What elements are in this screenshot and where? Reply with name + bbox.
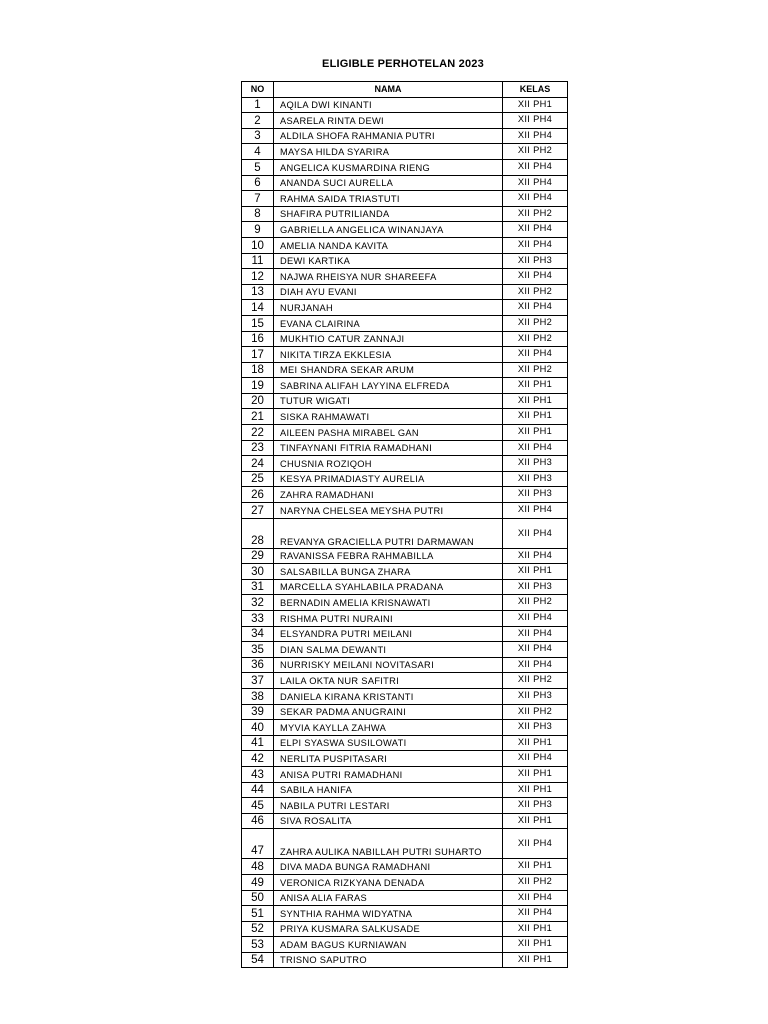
student-name: ZAHRA AULIKA NABILLAH PUTRI SUHARTO: [274, 829, 503, 859]
table-row: [242, 175, 568, 191]
student-name: ELPI SYASWA SUSILOWATI: [274, 735, 503, 751]
student-class: XII PH2: [503, 144, 568, 160]
student-name: RAHMA SAIDA TRIASTUTI: [274, 191, 503, 207]
table-row: [242, 425, 568, 441]
row-number: 17: [242, 347, 274, 363]
student-class: XII PH3: [503, 456, 568, 472]
student-class: XII PH1: [503, 735, 568, 751]
row-number: 42: [242, 751, 274, 767]
row-number: 3: [242, 128, 274, 144]
student-name: MUKHTIO CATUR ZANNAJI: [274, 331, 503, 347]
student-class: XII PH3: [503, 798, 568, 814]
student-class: XII PH1: [503, 564, 568, 580]
table-row: [242, 518, 568, 548]
table-row: [242, 253, 568, 269]
table-row: [242, 937, 568, 953]
table-row: [242, 144, 568, 160]
student-class: XII PH2: [503, 284, 568, 300]
student-name: SIVA ROSALITA: [274, 813, 503, 829]
row-number: 50: [242, 890, 274, 906]
row-number: 44: [242, 782, 274, 798]
student-name: MAYSA HILDA SYARIRA: [274, 144, 503, 160]
student-class: XII PH2: [503, 362, 568, 378]
row-number: 45: [242, 798, 274, 814]
student-class: XII PH4: [503, 518, 568, 548]
student-class: XII PH4: [503, 503, 568, 519]
table-row: [242, 97, 568, 113]
table-row: [242, 191, 568, 207]
student-name: REVANYA GRACIELLA PUTRI DARMAWAN: [274, 518, 503, 548]
row-number: 12: [242, 269, 274, 285]
student-name: AILEEN PASHA MIRABEL GAN: [274, 425, 503, 441]
table-row: [242, 128, 568, 144]
student-class: XII PH4: [503, 113, 568, 129]
row-number: 49: [242, 874, 274, 890]
student-class: XII PH1: [503, 378, 568, 394]
table-row: [242, 890, 568, 906]
table-row: [242, 548, 568, 564]
student-name: ANGELICA KUSMARDINA RIENG: [274, 159, 503, 175]
student-class: XII PH2: [503, 673, 568, 689]
student-class: XII PH1: [503, 766, 568, 782]
student-class: XII PH4: [503, 128, 568, 144]
student-class: XII PH4: [503, 222, 568, 238]
table-row: [242, 952, 568, 968]
table-row: [242, 222, 568, 238]
column-header-name: NAMA: [274, 82, 503, 98]
student-name: NURJANAH: [274, 300, 503, 316]
table-row: [242, 315, 568, 331]
student-class: XII PH4: [503, 191, 568, 207]
table-row: [242, 378, 568, 394]
table-row: [242, 113, 568, 129]
row-number: 38: [242, 688, 274, 704]
student-name: DIAH AYU EVANI: [274, 284, 503, 300]
table-row: [242, 859, 568, 875]
row-number: 10: [242, 237, 274, 253]
row-number: 5: [242, 159, 274, 175]
row-number: 19: [242, 378, 274, 394]
student-name: AQILA DWI KINANTI: [274, 97, 503, 113]
table-row: [242, 409, 568, 425]
student-class: XII PH2: [503, 315, 568, 331]
table-row: [242, 456, 568, 472]
table-row: [242, 829, 568, 859]
table-row: [242, 300, 568, 316]
student-name: DANIELA KIRANA KRISTANTI: [274, 688, 503, 704]
student-name: DIVA MADA BUNGA RAMADHANI: [274, 859, 503, 875]
student-name: TINFAYNANI FITRIA RAMADHANI: [274, 440, 503, 456]
table-row: [242, 471, 568, 487]
student-name: NIKITA TIRZA EKKLESIA: [274, 347, 503, 363]
row-number: 34: [242, 626, 274, 642]
student-class: XII PH4: [503, 175, 568, 191]
table-row: [242, 237, 568, 253]
student-name: NARYNA CHELSEA MEYSHA PUTRI: [274, 503, 503, 519]
student-class: XII PH4: [503, 548, 568, 564]
row-number: 22: [242, 425, 274, 441]
row-number: 43: [242, 766, 274, 782]
student-class: XII PH1: [503, 921, 568, 937]
student-name: NABILA PUTRI LESTARI: [274, 798, 503, 814]
student-name: DEWI KARTIKA: [274, 253, 503, 269]
student-class: XII PH4: [503, 611, 568, 627]
student-class: XII PH4: [503, 751, 568, 767]
row-number: 52: [242, 921, 274, 937]
table-row: [242, 284, 568, 300]
row-number: 53: [242, 937, 274, 953]
student-class: XII PH4: [503, 159, 568, 175]
student-class: XII PH1: [503, 393, 568, 409]
student-name: TRISNO SAPUTRO: [274, 952, 503, 968]
student-class: XII PH1: [503, 425, 568, 441]
student-class: XII PH1: [503, 813, 568, 829]
student-class: XII PH1: [503, 937, 568, 953]
row-number: 48: [242, 859, 274, 875]
row-number: 29: [242, 548, 274, 564]
row-number: 39: [242, 704, 274, 720]
table-row: [242, 673, 568, 689]
page-title: ELIGIBLE PERHOTELAN 2023: [322, 58, 484, 70]
row-number: 13: [242, 284, 274, 300]
table-row: [242, 503, 568, 519]
row-number: 6: [242, 175, 274, 191]
table-row: [242, 906, 568, 922]
student-name: MYVIA KAYLLA ZAHWA: [274, 720, 503, 736]
row-number: 8: [242, 206, 274, 222]
row-number: 25: [242, 471, 274, 487]
table-row: [242, 440, 568, 456]
row-number: 4: [242, 144, 274, 160]
row-number: 31: [242, 579, 274, 595]
student-class: XII PH4: [503, 269, 568, 285]
row-number: 27: [242, 503, 274, 519]
student-name: MEI SHANDRA SEKAR ARUM: [274, 362, 503, 378]
student-name: ANISA PUTRI RAMADHANI: [274, 766, 503, 782]
row-number: 46: [242, 813, 274, 829]
row-number: 1: [242, 97, 274, 113]
row-number: 9: [242, 222, 274, 238]
student-class: XII PH3: [503, 579, 568, 595]
student-class: XII PH1: [503, 859, 568, 875]
table-row: [242, 626, 568, 642]
table-row: [242, 206, 568, 222]
student-class: XII PH2: [503, 704, 568, 720]
table-row: [242, 874, 568, 890]
student-name: ADAM BAGUS KURNIAWAN: [274, 937, 503, 953]
student-class: XII PH4: [503, 642, 568, 658]
student-class: XII PH3: [503, 471, 568, 487]
table-row: [242, 798, 568, 814]
student-class: XII PH2: [503, 206, 568, 222]
table-row: [242, 657, 568, 673]
table-row: [242, 611, 568, 627]
row-number: 24: [242, 456, 274, 472]
student-class: XII PH3: [503, 720, 568, 736]
student-name: DIAN SALMA DEWANTI: [274, 642, 503, 658]
student-name: ASARELA RINTA DEWI: [274, 113, 503, 129]
student-class: XII PH3: [503, 253, 568, 269]
row-number: 37: [242, 673, 274, 689]
table-row: [242, 720, 568, 736]
column-header-no: NO: [242, 82, 274, 98]
table-row: [242, 782, 568, 798]
table-row: [242, 487, 568, 503]
table-row: [242, 595, 568, 611]
student-class: XII PH1: [503, 782, 568, 798]
student-class: XII PH1: [503, 952, 568, 968]
student-class: XII PH4: [503, 300, 568, 316]
row-number: 2: [242, 113, 274, 129]
student-class: XII PH2: [503, 595, 568, 611]
table-row: [242, 921, 568, 937]
student-name: MARCELLA SYAHLABILA PRADANA: [274, 579, 503, 595]
student-name: SISKA RAHMAWATI: [274, 409, 503, 425]
student-name: RISHMA PUTRI NURAINI: [274, 611, 503, 627]
table-row: [242, 362, 568, 378]
table-row: [242, 688, 568, 704]
student-class: XII PH2: [503, 331, 568, 347]
row-number: 35: [242, 642, 274, 658]
student-name: SHAFIRA PUTRILIANDA: [274, 206, 503, 222]
student-name: VERONICA RIZKYANA DENADA: [274, 874, 503, 890]
student-name: PRIYA KUSMARA SALKUSADE: [274, 921, 503, 937]
row-number: 33: [242, 611, 274, 627]
row-number: 20: [242, 393, 274, 409]
student-name: NURRISKY MEILANI NOVITASARI: [274, 657, 503, 673]
student-class: XII PH2: [503, 874, 568, 890]
student-class: XII PH1: [503, 97, 568, 113]
student-name: AMELIA NANDA KAVITA: [274, 237, 503, 253]
row-number: 51: [242, 906, 274, 922]
student-name: EVANA CLAIRINA: [274, 315, 503, 331]
student-class: XII PH3: [503, 688, 568, 704]
table-row: [242, 347, 568, 363]
row-number: 26: [242, 487, 274, 503]
row-number: 23: [242, 440, 274, 456]
row-number: 28: [242, 518, 274, 548]
row-number: 47: [242, 829, 274, 859]
student-name: LAILA OKTA NUR SAFITRI: [274, 673, 503, 689]
table-body: [242, 97, 568, 968]
student-name: ELSYANDRA PUTRI MEILANI: [274, 626, 503, 642]
student-name: ANANDA SUCI AURELLA: [274, 175, 503, 191]
row-number: 14: [242, 300, 274, 316]
student-class: XII PH4: [503, 829, 568, 859]
row-number: 41: [242, 735, 274, 751]
table-row: [242, 564, 568, 580]
student-name: KESYA PRIMADIASTY AURELIA: [274, 471, 503, 487]
row-number: 18: [242, 362, 274, 378]
student-class: XII PH4: [503, 890, 568, 906]
student-class: XII PH4: [503, 347, 568, 363]
row-number: 30: [242, 564, 274, 580]
eligible-students-table: [241, 81, 568, 968]
table-row: [242, 735, 568, 751]
student-name: SEKAR PADMA ANUGRAINI: [274, 704, 503, 720]
student-name: ALDILA SHOFA RAHMANIA PUTRI: [274, 128, 503, 144]
student-name: SYNTHIA RAHMA WIDYATNA: [274, 906, 503, 922]
student-class: XII PH4: [503, 237, 568, 253]
student-name: ZAHRA RAMADHANI: [274, 487, 503, 503]
table-row: [242, 751, 568, 767]
student-name: TUTUR WIGATI: [274, 393, 503, 409]
row-number: 7: [242, 191, 274, 207]
table-row: [242, 269, 568, 285]
row-number: 36: [242, 657, 274, 673]
student-name: SABILA HANIFA: [274, 782, 503, 798]
student-name: ANISA ALIA FARAS: [274, 890, 503, 906]
student-class: XII PH1: [503, 409, 568, 425]
student-name: GABRIELLA ANGELICA WINANJAYA: [274, 222, 503, 238]
row-number: 21: [242, 409, 274, 425]
table-header-row: [242, 82, 568, 98]
student-name: CHUSNIA ROZIQOH: [274, 456, 503, 472]
student-class: XII PH4: [503, 657, 568, 673]
row-number: 11: [242, 253, 274, 269]
student-class: XII PH3: [503, 487, 568, 503]
student-class: XII PH4: [503, 626, 568, 642]
row-number: 32: [242, 595, 274, 611]
row-number: 40: [242, 720, 274, 736]
row-number: 16: [242, 331, 274, 347]
student-name: SABRINA ALIFAH LAYYINA ELFREDA: [274, 378, 503, 394]
table-row: [242, 331, 568, 347]
student-name: BERNADIN AMELIA KRISNAWATI: [274, 595, 503, 611]
student-class: XII PH4: [503, 440, 568, 456]
student-name: NAJWA RHEISYA NUR SHAREEFA: [274, 269, 503, 285]
column-header-class: KELAS: [503, 82, 568, 98]
student-name: NERLITA PUSPITASARI: [274, 751, 503, 767]
table-row: [242, 159, 568, 175]
table-row: [242, 393, 568, 409]
student-name: SALSABILLA BUNGA ZHARA: [274, 564, 503, 580]
table-row: [242, 642, 568, 658]
table-row: [242, 813, 568, 829]
student-class: XII PH4: [503, 906, 568, 922]
row-number: 54: [242, 952, 274, 968]
row-number: 15: [242, 315, 274, 331]
table-row: [242, 704, 568, 720]
table-row: [242, 766, 568, 782]
student-name: RAVANISSA FEBRA RAHMABILLA: [274, 548, 503, 564]
table-row: [242, 579, 568, 595]
